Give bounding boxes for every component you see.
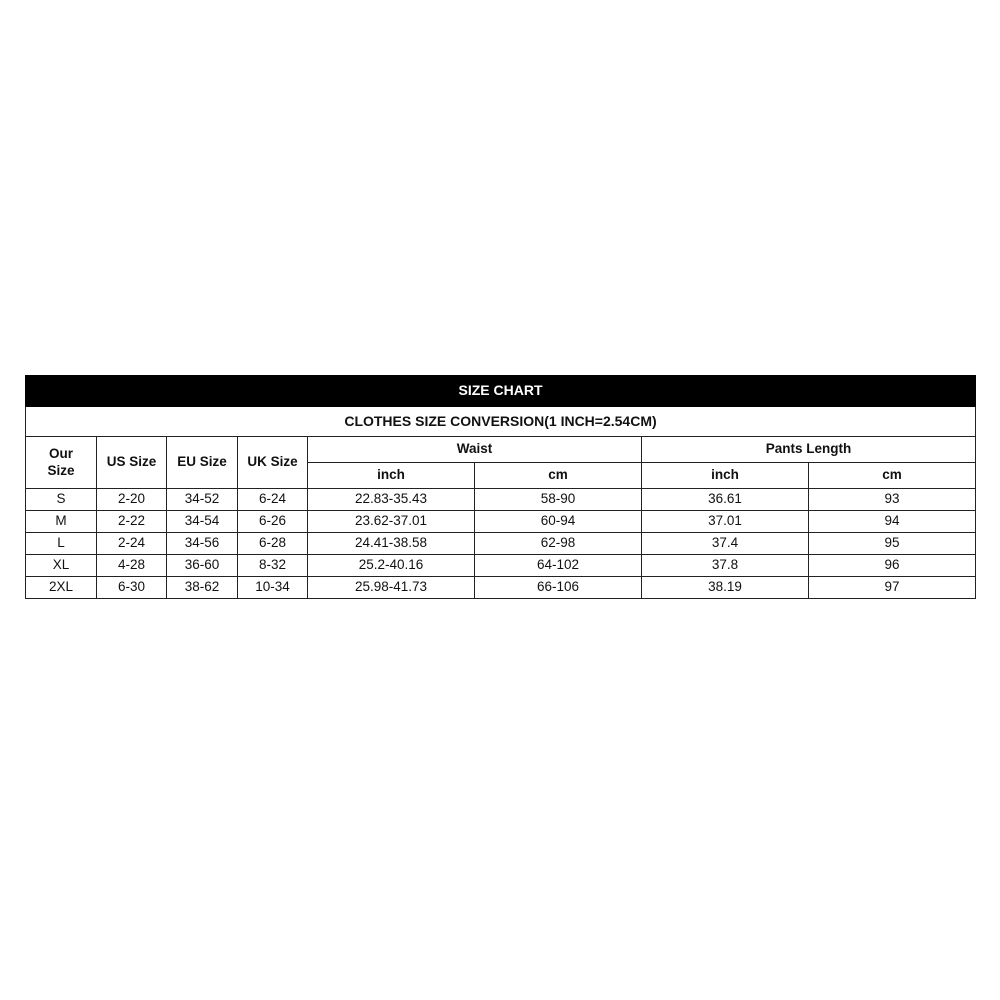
cell-pants-cm: 94 (809, 511, 976, 533)
size-chart (25, 375, 975, 599)
cell-pants-cm: 96 (809, 555, 976, 577)
cell-us-size: 2-20 (97, 489, 167, 511)
cell-pants-inch: 37.01 (642, 511, 809, 533)
cell-waist-cm: 58-90 (475, 489, 642, 511)
cell-eu-size: 34-56 (167, 533, 238, 555)
cell-uk-size: 10-34 (238, 577, 308, 599)
header-waist-cm: cm (475, 463, 642, 489)
cell-pants-inch: 37.4 (642, 533, 809, 555)
header-uk-size: UK Size (238, 437, 308, 489)
cell-pants-inch: 37.8 (642, 555, 809, 577)
table-row (26, 489, 976, 511)
table-row (26, 533, 976, 555)
header-our-size-line2: Size (47, 462, 75, 478)
cell-pants-cm: 93 (809, 489, 976, 511)
cell-waist-inch: 23.62-37.01 (308, 511, 475, 533)
cell-our-size: S (26, 489, 97, 511)
header-us-size: US Size (97, 437, 167, 489)
cell-waist-inch: 25.2-40.16 (308, 555, 475, 577)
cell-waist-cm: 62-98 (475, 533, 642, 555)
cell-us-size: 6-30 (97, 577, 167, 599)
cell-eu-size: 34-52 (167, 489, 238, 511)
cell-pants-inch: 38.19 (642, 577, 809, 599)
cell-eu-size: 36-60 (167, 555, 238, 577)
cell-waist-inch: 25.98-41.73 (308, 577, 475, 599)
cell-waist-cm: 60-94 (475, 511, 642, 533)
table-row (26, 511, 976, 533)
cell-us-size: 4-28 (97, 555, 167, 577)
cell-us-size: 2-24 (97, 533, 167, 555)
cell-uk-size: 6-26 (238, 511, 308, 533)
cell-our-size: L (26, 533, 97, 555)
header-waist-inch: inch (308, 463, 475, 489)
chart-subtitle: CLOTHES SIZE CONVERSION(1 INCH=2.54CM) (26, 407, 976, 437)
header-our-size-line1: Our (48, 445, 73, 461)
cell-us-size: 2-22 (97, 511, 167, 533)
cell-our-size: 2XL (26, 577, 97, 599)
cell-waist-cm: 66-106 (475, 577, 642, 599)
cell-our-size: M (26, 511, 97, 533)
cell-uk-size: 8-32 (238, 555, 308, 577)
cell-uk-size: 6-24 (238, 489, 308, 511)
cell-eu-size: 34-54 (167, 511, 238, 533)
cell-waist-inch: 24.41-38.58 (308, 533, 475, 555)
chart-title: SIZE CHART (26, 376, 976, 407)
cell-our-size: XL (26, 555, 97, 577)
cell-waist-cm: 64-102 (475, 555, 642, 577)
cell-pants-cm: 97 (809, 577, 976, 599)
table-row (26, 577, 976, 599)
header-pants-inch: inch (642, 463, 809, 489)
cell-pants-inch: 36.61 (642, 489, 809, 511)
cell-pants-cm: 95 (809, 533, 976, 555)
header-pants-cm: cm (809, 463, 976, 489)
header-pants-length: Pants Length (642, 437, 976, 463)
table-row (26, 555, 976, 577)
cell-eu-size: 38-62 (167, 577, 238, 599)
size-chart-table (25, 375, 976, 599)
cell-waist-inch: 22.83-35.43 (308, 489, 475, 511)
header-eu-size: EU Size (167, 437, 238, 489)
header-our-size (26, 437, 97, 489)
cell-uk-size: 6-28 (238, 533, 308, 555)
header-waist: Waist (308, 437, 642, 463)
